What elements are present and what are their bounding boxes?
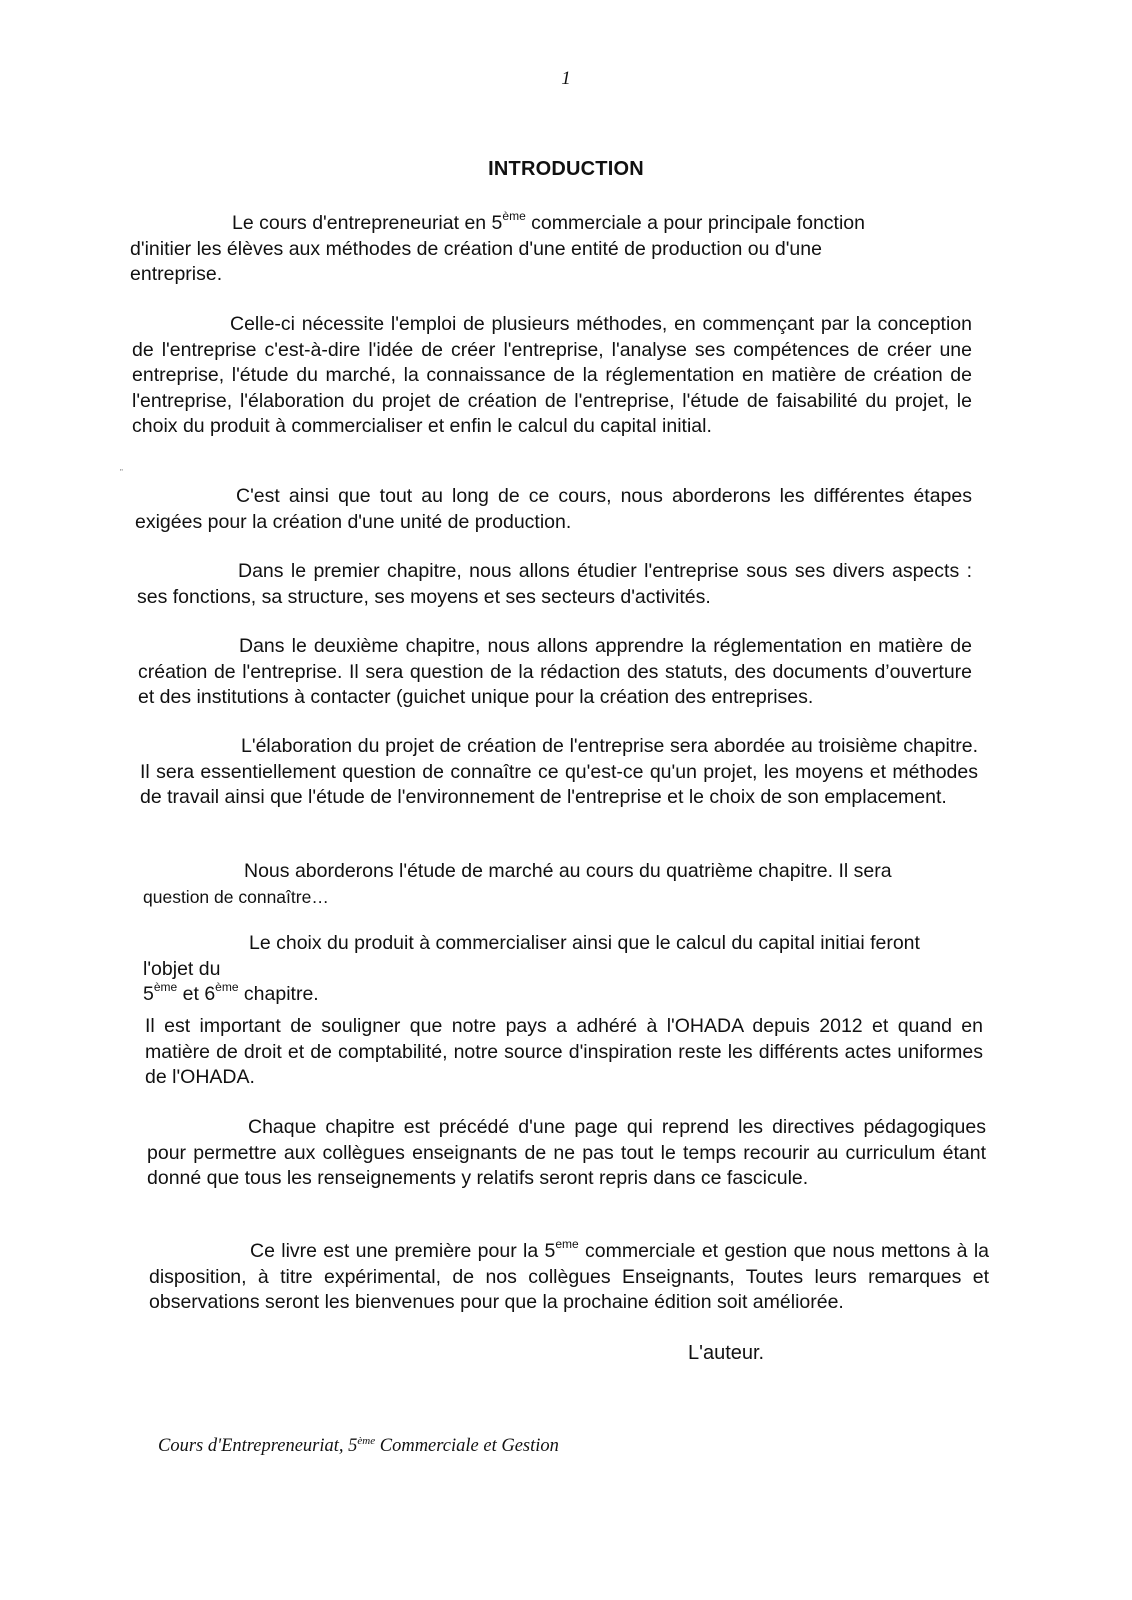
- page-title: INTRODUCTION: [488, 158, 644, 180]
- intro-paragraph-6: L'élaboration du projet de création de l'entreprise sera abordée au troisième chapitre. Il sera essentiellement question de connaître ce qu'est-ce qu'un projet, les moyens et méthodes de travail ainsi que l'étude de l'environnement de l'entreprise et le choix de son emplacement.: [140, 735, 978, 808]
- intro-paragraph-4: Dans le premier chapitre, nous allons étudier l'entreprise sous ses divers aspects : ses fonctions, sa structure, ses moyens et ses secteurs d'activités.: [137, 560, 972, 608]
- intro-paragraph-1: Le cours d'entrepreneuriat en 5ème commerciale a pour principale fonction d'initier les élèves aux méthodes de création d'une entité de production ou d'une entreprise.: [130, 209, 866, 285]
- intro-paragraph-3: C'est ainsi que tout au long de ce cours, nous aborderons les différentes étapes exigées pour la création d'une unité de production.: [135, 485, 972, 533]
- stray-mark: ": [120, 468, 123, 477]
- intro-paragraph-9: Il est important de souligner que notre pays a adhéré à l'OHADA depuis 2012 et quand en matière de droit et de comptabilité, notre source d'inspiration reste les différents actes uniformes de l'OHADA.: [145, 1015, 983, 1088]
- page-number: 1: [561, 68, 571, 89]
- paragraph-7-line-2: question de connaître…: [143, 886, 329, 907]
- paragraph-8-line-3: 5ème et 6ème chapitre.: [143, 980, 319, 1005]
- author-signature: L'auteur.: [688, 1342, 765, 1364]
- intro-paragraph-5: Dans le deuxième chapitre, nous allons apprendre la réglementation en matière de création de l'entreprise. Il sera question de la rédaction des statuts, des documents d’ouverture et des institutions à contacter (guichet unique pour la création des entreprises.: [138, 635, 972, 708]
- paragraph-8-line-2: l'objet du: [143, 957, 221, 980]
- page-footer: Cours d'Entrepreneuriat, 5ème Commerciale et Gestion: [158, 1435, 559, 1456]
- intro-paragraph-10: Chaque chapitre est précédé d'une page qui reprend les directives pédagogiques pour permettre aux collègues enseignants de ne pas tout le temps recourir au curriculum étant donné que tous les renseignements y relatifs seront repris dans ce fascicule.: [147, 1116, 986, 1189]
- paragraph-8-line-1: Le choix du produit à commercialiser ainsi que le calcul du capital initiai feront: [249, 932, 920, 954]
- intro-paragraph-2: Celle-ci nécessite l'emploi de plusieurs méthodes, en commençant par la conception de l'entreprise c'est-à-dire l'idée de créer l'entreprise, l'analyse ses compétences de créer une entreprise, l'étude du marché, la connaissance de la réglementation en matière de création de l'entreprise, l'élaboration du projet de création de l'entreprise, l'étude de faisabilité du projet, le choix du produit à commercialiser et enfin le calcul du capital initial.: [132, 313, 972, 437]
- intro-paragraph-11: Ce livre est une première pour la 5eme commerciale et gestion que nous mettons à la disposition, à titre expérimental, de nos collègues Enseignants, Toutes leurs remarques et observations seront les bienvenues pour que la prochaine édition soit améliorée.: [149, 1237, 990, 1313]
- paragraph-7-line-1: Nous aborderons l'étude de marché au cours du quatrième chapitre. Il sera: [244, 860, 892, 882]
- intro-paragraph-8: [143, 931, 973, 1008]
- intro-paragraph-7: [143, 859, 973, 910]
